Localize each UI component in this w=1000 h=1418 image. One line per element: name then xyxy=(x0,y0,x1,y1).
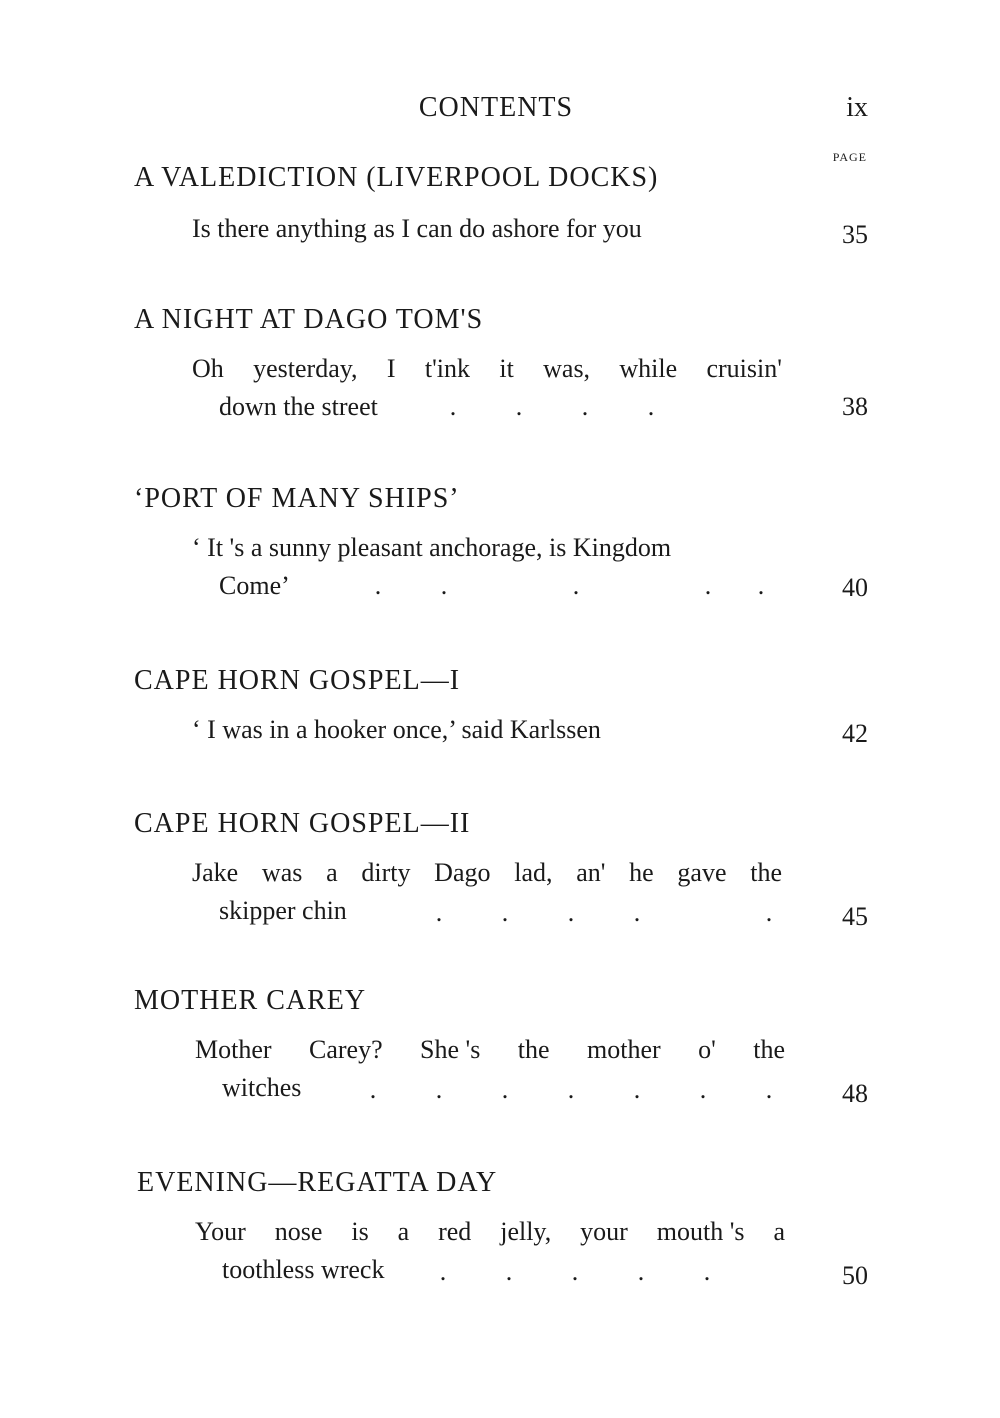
poem-title: MOTHER CAREY xyxy=(134,985,367,1016)
first-line: Jake was a dirty Dago lad, an' he gave the xyxy=(192,858,782,887)
leader-dots: . . . . . xyxy=(439,1257,711,1286)
running-header-title: CONTENTS xyxy=(418,92,574,123)
first-line: Oh yesterday, I t'ink it was, while cruisin' xyxy=(192,354,782,383)
poem-title: CAPE HORN GOSPEL—II xyxy=(134,808,471,839)
poem-title: A NIGHT AT DAGO TOM'S xyxy=(134,304,484,335)
page-ref: 38 xyxy=(842,392,868,421)
leader-dots: . . . . xyxy=(449,392,655,421)
page-ref: 40 xyxy=(842,573,868,602)
first-line-continuation: Come’ xyxy=(219,571,290,600)
first-line-continuation: down the street xyxy=(219,392,378,421)
poem-title: EVENING—REGATTA DAY xyxy=(137,1167,498,1198)
leader-dots: . . . . . xyxy=(435,898,773,927)
page-ref: 45 xyxy=(842,902,868,931)
leader-dots: . . . . . xyxy=(374,571,765,600)
first-line-continuation: witches xyxy=(222,1073,302,1102)
poem-title: ‘PORT OF MANY SHIPS’ xyxy=(134,483,460,514)
first-line: Is there anything as I can do ashore for you xyxy=(192,214,642,243)
page-ref: 50 xyxy=(842,1261,868,1290)
page-number: ix xyxy=(846,92,868,123)
page-ref: 35 xyxy=(842,220,868,249)
first-line: Mother Carey? She 's the mother o' the xyxy=(195,1035,785,1064)
leader-dots: . . . . . . . xyxy=(369,1075,773,1104)
first-line-continuation: toothless wreck xyxy=(222,1255,385,1284)
poem-title: A VALEDICTION (LIVERPOOL DOCKS) xyxy=(134,162,659,193)
page-column-label: PAGE xyxy=(832,150,867,164)
first-line: ‘ It 's a sunny pleasant anchorage, is Kingdom xyxy=(192,533,672,562)
first-line: ‘ I was in a hooker once,’ said Karlssen xyxy=(192,715,601,744)
page-ref: 48 xyxy=(842,1079,868,1108)
first-line-continuation: skipper chin xyxy=(219,896,347,925)
page-ref: 42 xyxy=(842,719,868,748)
poem-title: CAPE HORN GOSPEL—I xyxy=(134,665,461,696)
first-line: Your nose is a red jelly, your mouth 's a xyxy=(195,1217,785,1246)
